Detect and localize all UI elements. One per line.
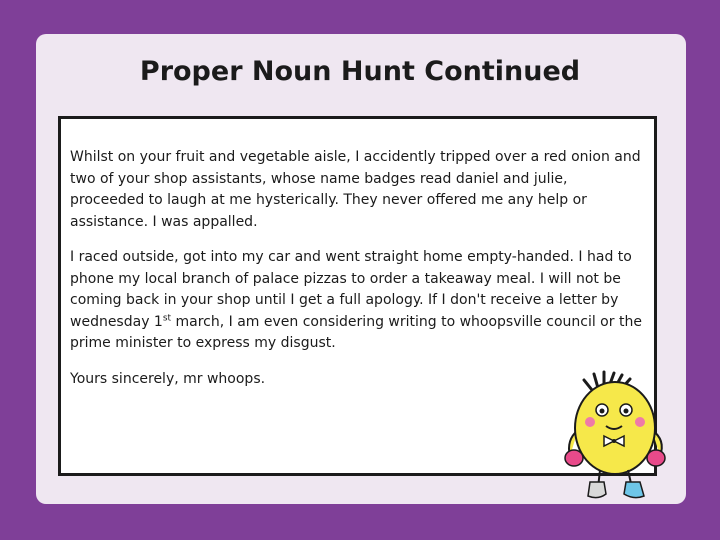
- page-title: Proper Noun Hunt Continued: [139, 56, 581, 87]
- ordinal-suffix: st: [162, 312, 172, 323]
- paragraph-2-text-start: I raced outside, got into my car and went straight home empty-handed. I had to phone my local branch of palace pizzas to order a takeaway meal. I will not be coming back in your shop until I get a full apology. If I don't receive a letter by wednesday 1: [70, 249, 632, 330]
- yellow-monster-icon: [560, 370, 672, 502]
- letter-paragraph-2: [70, 247, 642, 355]
- paragraph-2-text-end: march, I am even considering writing to whoopsville council or the prime minister to express my disgust.: [70, 313, 642, 351]
- letter-sign-off: Yours sincerely, mr whoops.: [70, 370, 266, 387]
- letter-paragraph-1: Whilst on your fruit and vegetable aisle, I accidently tripped over a red onion and two of your shop assistants, whose name badges read daniel and julie, proceeded to laugh at me hysterically. They never offered me any help or assistance. I was appalled.: [70, 149, 641, 230]
